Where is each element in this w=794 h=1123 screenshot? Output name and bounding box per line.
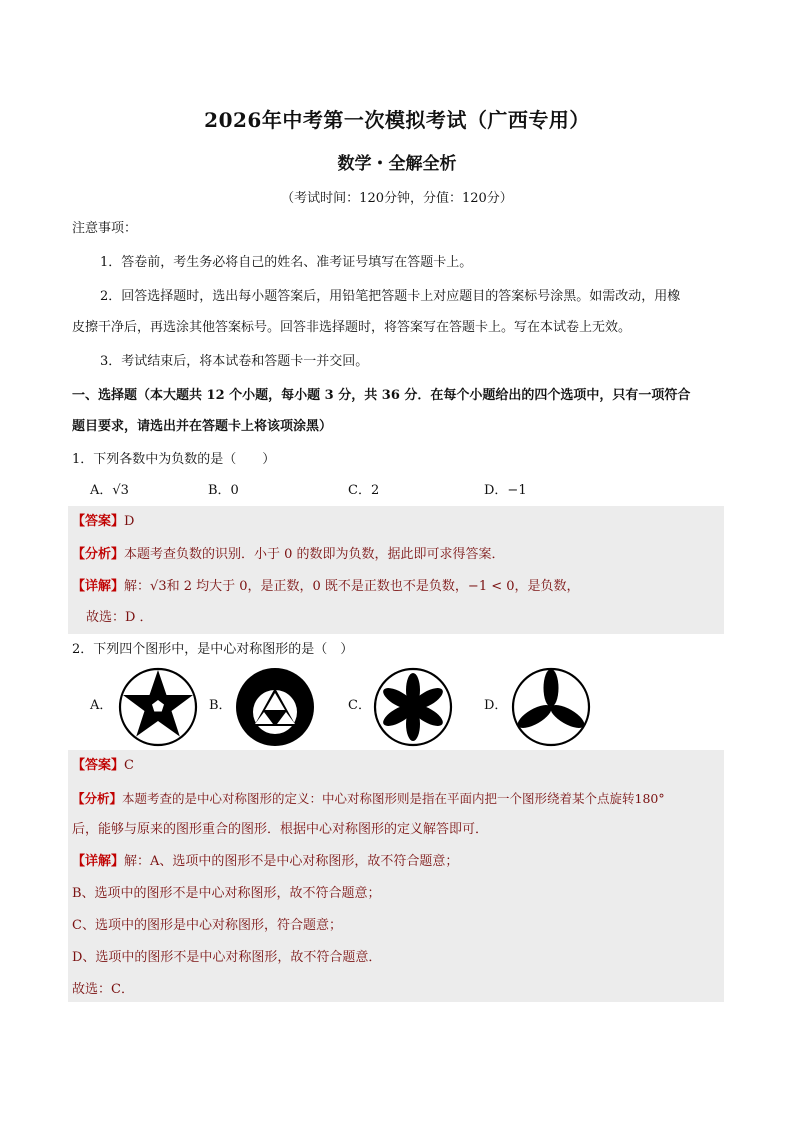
q1-option-a: [90, 481, 129, 501]
note-item-1: 1．答卷前，考生务必将自己的姓名、准考证号填写在答题卡上。: [100, 255, 473, 270]
q2-detail-line-2: B、选项中的图形不是中心对称图形，故不符合题意；: [72, 886, 381, 901]
q1-option-a-value: √3: [112, 483, 129, 498]
q2-figure-c-flower: [372, 666, 454, 748]
note-item-3: 3．考试结束后，将本试卷和答题卡一并交回。: [100, 354, 369, 369]
note-item-2: 2．回答选择题时，选出每小题答案后，用铅笔把答题卡上对应题目的答案标号涂黑。如需改动，用橡: [100, 289, 681, 304]
q2-figures: [72, 666, 632, 750]
q1-conclusion: 故选：D ．: [86, 610, 153, 625]
notes-heading: 注意事项：: [72, 221, 138, 236]
q2-figure-d-three-leaf: [510, 666, 592, 748]
exam-info: （考试时间：120分钟，分值：120分）: [281, 191, 513, 206]
q1-answer: [72, 512, 724, 532]
q1-stem: 1．下列各数中为负数的是（ ）: [72, 452, 276, 467]
q2-option-b-label: B．: [209, 698, 232, 713]
section-heading-text: 本大题共 12 个小题，每小题 3 分，共 36 分．在每个小题给出的四个选项中，只有一项符合: [150, 388, 691, 403]
section-heading-prefix: 一、选择题（: [72, 388, 151, 403]
q2-detail: [72, 852, 724, 872]
q2-analysis: [72, 789, 724, 809]
q1-option-c: C．2: [348, 483, 380, 498]
q1-analysis-text: 本题考查负数的识别．小于 0 的数即为负数，据此即可求得答案．: [124, 547, 505, 562]
q2-figure-b-triangle: [234, 666, 316, 748]
q1-detail-sqrt: √3: [150, 579, 167, 594]
q2-analysis-text: 本题考查的是中心对称图形的定义：中心对称图形则是指在平面内把一个图形绕着某个点旋转180°: [122, 791, 665, 806]
q1-option-b: B．0: [208, 483, 239, 498]
q2-option-a-label: A．: [90, 698, 113, 713]
q1-answer-tag: 【答案】: [72, 514, 125, 529]
q2-detail-tag: 【详解】: [72, 854, 125, 869]
q2-option-d-label: D．: [484, 698, 508, 713]
q1-answer-value: D: [124, 514, 135, 529]
q1-option-a-label: A．: [90, 483, 113, 498]
q2-answer: [72, 756, 724, 776]
q2-option-c-label: C．: [348, 698, 371, 713]
q2-conclusion: 故选：C．: [72, 982, 134, 997]
q1-option-d: D．−1: [484, 483, 527, 498]
q1-detail-prefix: 解：: [124, 579, 151, 594]
q2-analysis-tag: 【分析】: [72, 791, 123, 806]
q2-detail-line-3: C、选项中的图形是中心对称图形，符合题意；: [72, 918, 342, 933]
q2-answer-value: C: [124, 758, 134, 773]
q2-answer-tag: 【答案】: [72, 758, 125, 773]
section-heading-cont: 题目要求，请选出并在答题卡上将该项涂黑）: [72, 419, 333, 434]
q2-analysis-cont: 后，能够与原来的图形重合的图形．根据中心对称图形的定义解答即可．: [72, 822, 489, 837]
q1-analysis: [72, 545, 724, 565]
q1-detail: [72, 577, 724, 597]
q1-analysis-tag: 【分析】: [72, 547, 125, 562]
q2-stem: 2．下列四个图形中，是中心对称图形的是（ ）: [72, 642, 354, 657]
section-heading: [72, 386, 724, 406]
page-subtitle: 数学・全解全析: [337, 154, 457, 174]
q2-detail-line-1: 解：A、选项中的图形不是中心对称图形，故不符合题意；: [124, 854, 459, 869]
q2-figure-a-star: [117, 666, 199, 748]
q1-detail-text: 和 2 均大于 0，是正数，0 既不是正数也不是负数，−1 < 0，是负数，: [166, 579, 580, 594]
q1-options: [72, 481, 724, 501]
q1-detail-tag: 【详解】: [72, 579, 125, 594]
note-item-2-cont: 皮擦干净后，再选涂其他答案标号。回答非选择题时，将答案写在答题卡上。写在本试卷上无效。: [72, 320, 632, 335]
page-title: 2026年中考第一次模拟考试（广西专用）: [204, 108, 590, 132]
q2-detail-line-4: D、选项中的图形不是中心对称图形，故不符合题意．: [72, 950, 382, 965]
